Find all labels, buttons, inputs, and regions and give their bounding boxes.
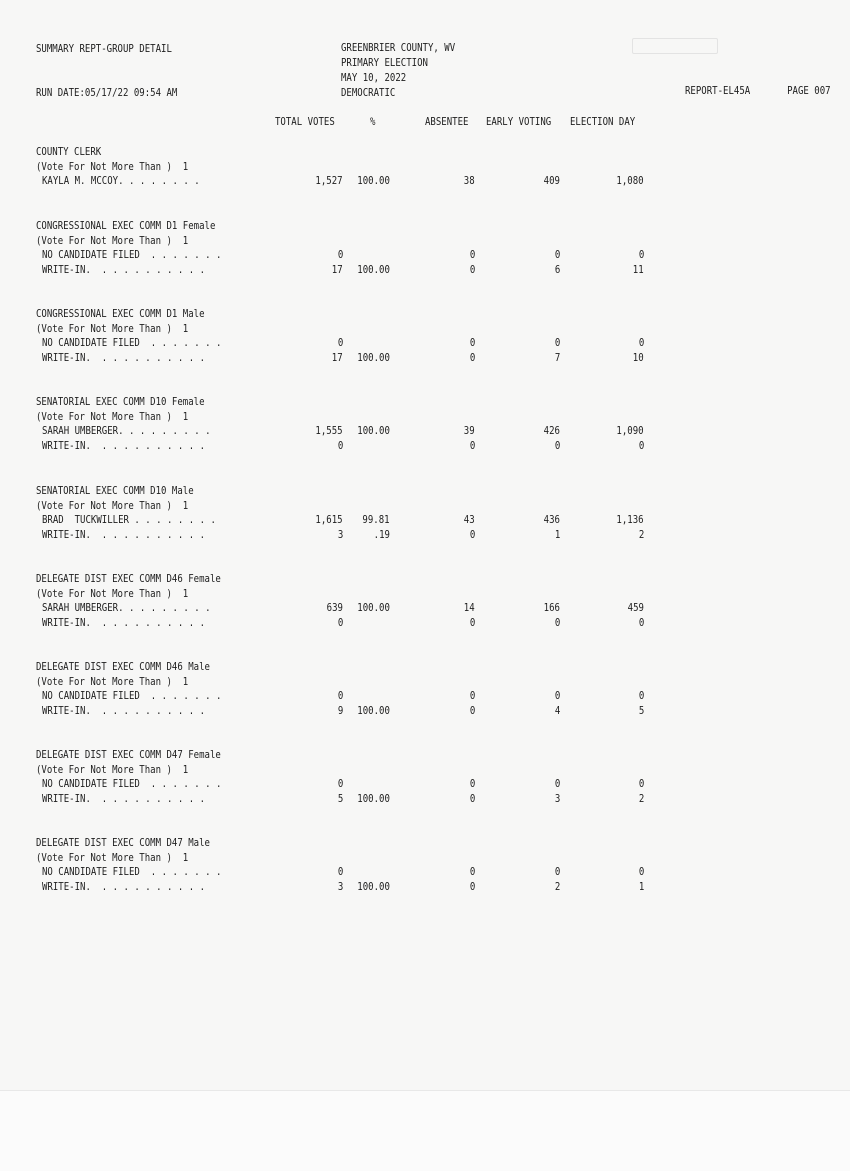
cell-total-votes: 3 [337, 529, 343, 541]
race-title: DELEGATE DIST EXEC COMM D46 Male [36, 661, 210, 673]
cell-percent: .19 [373, 529, 390, 541]
cell-total-votes: 1,555 [315, 425, 343, 437]
cell-total-votes: 17 [332, 264, 343, 276]
election-name: PRIMARY ELECTION [341, 57, 428, 69]
cell-total-votes: 0 [337, 778, 343, 790]
cell-election-day: 1,090 [616, 425, 644, 437]
candidate-name: WRITE-IN. . . . . . . . . . . [42, 617, 206, 629]
candidate-name: NO CANDIDATE FILED . . . . . . . [42, 249, 222, 261]
vote-for-instruction: (Vote For Not More Than ) 1 [36, 676, 189, 688]
candidate-name: WRITE-IN. . . . . . . . . . . [42, 705, 206, 717]
cell-absentee: 38 [464, 175, 475, 187]
cell-absentee: 0 [469, 690, 475, 702]
race-title: SENATORIAL EXEC COMM D10 Male [36, 485, 194, 497]
race-title: DELEGATE DIST EXEC COMM D46 Female [36, 573, 221, 585]
cell-absentee: 0 [469, 793, 475, 805]
cell-total-votes: 639 [326, 602, 343, 614]
cell-election-day: 11 [633, 264, 644, 276]
cell-absentee: 39 [464, 425, 475, 437]
cell-percent: 100.00 [357, 425, 390, 437]
race-title: CONGRESSIONAL EXEC COMM D1 Female [36, 220, 216, 232]
candidate-name: BRAD TUCKWILLER . . . . . . . . [42, 514, 216, 526]
cell-absentee: 0 [469, 881, 475, 893]
candidate-name: NO CANDIDATE FILED . . . . . . . [42, 690, 222, 702]
candidate-name: NO CANDIDATE FILED . . . . . . . [42, 866, 222, 878]
cell-absentee: 14 [464, 602, 475, 614]
cell-percent: 100.00 [357, 352, 390, 364]
cell-election-day: 0 [638, 617, 644, 629]
cell-percent: 100.00 [357, 602, 390, 614]
report-name: SUMMARY REPT-GROUP DETAIL [36, 43, 172, 55]
cell-election-day: 1 [638, 881, 644, 893]
col-header-early-voting: EARLY VOTING [486, 116, 552, 128]
page-bottom-margin [0, 1090, 850, 1171]
run-date: RUN DATE:05/17/22 09:54 AM [36, 87, 178, 99]
cell-absentee: 0 [469, 264, 475, 276]
cell-total-votes: 0 [337, 617, 343, 629]
col-header-percent: % [370, 116, 376, 128]
cell-percent: 100.00 [357, 881, 390, 893]
candidate-name: WRITE-IN. . . . . . . . . . . [42, 264, 206, 276]
cell-early-voting: 436 [543, 514, 560, 526]
cell-election-day: 0 [638, 866, 644, 878]
cell-percent: 100.00 [357, 264, 390, 276]
cell-election-day: 1,080 [616, 175, 644, 187]
cell-early-voting: 3 [554, 793, 560, 805]
candidate-name: WRITE-IN. . . . . . . . . . . [42, 529, 206, 541]
cell-early-voting: 0 [554, 337, 560, 349]
page-number: PAGE 007 [787, 85, 831, 97]
cell-early-voting: 0 [554, 440, 560, 452]
cell-absentee: 0 [469, 617, 475, 629]
race-title: SENATORIAL EXEC COMM D10 Female [36, 396, 205, 408]
candidate-name: SARAH UMBERGER. . . . . . . . . [42, 425, 211, 437]
faint-stamp-mark [632, 38, 718, 54]
candidate-name: KAYLA M. MCCOY. . . . . . . . [42, 175, 200, 187]
cell-election-day: 0 [638, 690, 644, 702]
cell-absentee: 0 [469, 352, 475, 364]
race-title: DELEGATE DIST EXEC COMM D47 Female [36, 749, 221, 761]
cell-total-votes: 1,615 [315, 514, 343, 526]
cell-early-voting: 1 [554, 529, 560, 541]
party-name: DEMOCRATIC [341, 87, 396, 99]
candidate-name: WRITE-IN. . . . . . . . . . . [42, 352, 206, 364]
vote-for-instruction: (Vote For Not More Than ) 1 [36, 411, 189, 423]
cell-total-votes: 0 [337, 440, 343, 452]
col-header-absentee: ABSENTEE [425, 116, 469, 128]
cell-early-voting: 0 [554, 249, 560, 261]
cell-total-votes: 0 [337, 249, 343, 261]
county-name: GREENBRIER COUNTY, WV [341, 42, 456, 54]
cell-absentee: 0 [469, 529, 475, 541]
cell-election-day: 1,136 [616, 514, 644, 526]
candidate-name: WRITE-IN. . . . . . . . . . . [42, 440, 206, 452]
cell-early-voting: 166 [543, 602, 560, 614]
cell-absentee: 0 [469, 705, 475, 717]
cell-percent: 99.81 [362, 514, 390, 526]
cell-early-voting: 0 [554, 690, 560, 702]
cell-early-voting: 409 [543, 175, 560, 187]
report-id: REPORT-EL45A [685, 85, 751, 97]
cell-absentee: 0 [469, 866, 475, 878]
col-header-election-day: ELECTION DAY [570, 116, 636, 128]
candidate-name: WRITE-IN. . . . . . . . . . . [42, 881, 206, 893]
candidate-name: NO CANDIDATE FILED . . . . . . . [42, 778, 222, 790]
cell-election-day: 10 [633, 352, 644, 364]
cell-total-votes: 9 [337, 705, 343, 717]
cell-total-votes: 0 [337, 690, 343, 702]
cell-early-voting: 0 [554, 778, 560, 790]
cell-election-day: 5 [638, 705, 644, 717]
cell-total-votes: 3 [337, 881, 343, 893]
vote-for-instruction: (Vote For Not More Than ) 1 [36, 323, 189, 335]
cell-election-day: 0 [638, 249, 644, 261]
cell-absentee: 43 [464, 514, 475, 526]
election-date: MAY 10, 2022 [341, 72, 407, 84]
cell-election-day: 0 [638, 778, 644, 790]
cell-election-day: 2 [638, 793, 644, 805]
cell-early-voting: 0 [554, 866, 560, 878]
cell-total-votes: 0 [337, 337, 343, 349]
cell-total-votes: 0 [337, 866, 343, 878]
cell-total-votes: 5 [337, 793, 343, 805]
cell-total-votes: 17 [332, 352, 343, 364]
col-header-total-votes: TOTAL VOTES [275, 116, 335, 128]
cell-early-voting: 6 [554, 264, 560, 276]
cell-percent: 100.00 [357, 175, 390, 187]
cell-election-day: 0 [638, 440, 644, 452]
race-title: DELEGATE DIST EXEC COMM D47 Male [36, 837, 210, 849]
vote-for-instruction: (Vote For Not More Than ) 1 [36, 500, 189, 512]
vote-for-instruction: (Vote For Not More Than ) 1 [36, 161, 189, 173]
cell-absentee: 0 [469, 778, 475, 790]
cell-election-day: 2 [638, 529, 644, 541]
race-title: CONGRESSIONAL EXEC COMM D1 Male [36, 308, 205, 320]
vote-for-instruction: (Vote For Not More Than ) 1 [36, 852, 189, 864]
candidate-name: SARAH UMBERGER. . . . . . . . . [42, 602, 211, 614]
cell-early-voting: 0 [554, 617, 560, 629]
vote-for-instruction: (Vote For Not More Than ) 1 [36, 764, 189, 776]
cell-early-voting: 2 [554, 881, 560, 893]
cell-election-day: 0 [638, 337, 644, 349]
vote-for-instruction: (Vote For Not More Than ) 1 [36, 588, 189, 600]
cell-absentee: 0 [469, 249, 475, 261]
cell-percent: 100.00 [357, 705, 390, 717]
cell-election-day: 459 [627, 602, 644, 614]
vote-for-instruction: (Vote For Not More Than ) 1 [36, 235, 189, 247]
cell-absentee: 0 [469, 337, 475, 349]
cell-percent: 100.00 [357, 793, 390, 805]
candidate-name: NO CANDIDATE FILED . . . . . . . [42, 337, 222, 349]
cell-total-votes: 1,527 [315, 175, 343, 187]
cell-early-voting: 4 [554, 705, 560, 717]
candidate-name: WRITE-IN. . . . . . . . . . . [42, 793, 206, 805]
cell-absentee: 0 [469, 440, 475, 452]
cell-early-voting: 7 [554, 352, 560, 364]
cell-early-voting: 426 [543, 425, 560, 437]
race-title: COUNTY CLERK [36, 146, 102, 158]
